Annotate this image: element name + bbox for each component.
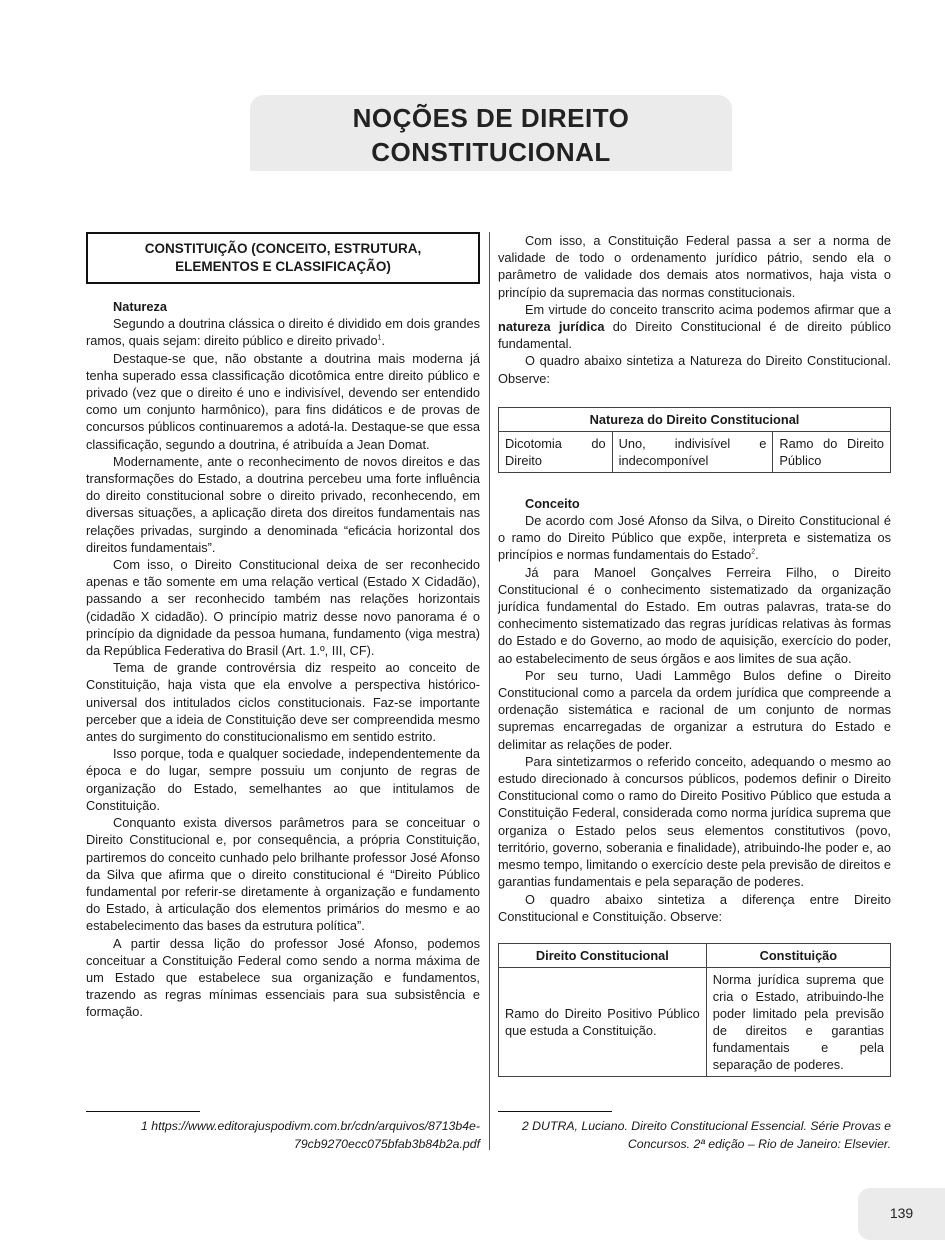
paragraph-3: Modernamente, ante o reconhecimento de novos direitos e das transformações do Estado, a doutrina percebeu uma forte influência do direito constitucional sobre o direito privado, reconhecendo, em diversas situações, a aplicação direta dos direitos fundamentais nas relações privadas, surgindo a denominada “eficácia horizontal dos direitos fundamentais”.	[86, 453, 480, 555]
right-paragraph-4-end: .	[755, 547, 759, 563]
right-paragraph-1: Com isso, a Constituição Federal passa a ser a norma de validade de todo o ordenamento jurídico pátrio, sendo ela o parâmetro de validade dos demais atos normativos, haja vista o princípio da supremacia das normas constitucionais.	[498, 233, 891, 300]
comparison-header-direito: Direito Constitucional	[499, 943, 707, 967]
section-title-box	[86, 232, 480, 284]
paragraph-7: Conquanto exista diversos parâmetros para se conceituar o Direito Constitucional e, por consequência, a própria Constituição, partiremos do conceito cunhado pelo brilhante professor José Afonso da Silva que afirma que o direito constitucional é “Direito Público fundamental por referir-se diretamente à organização e fundamento do Estado, à articulação dos elementos primários do mesmo e ao estabelecimento das bases da estrutura política”.	[86, 815, 480, 934]
right-paragraph-8: O quadro abaixo sintetiza a diferença entre Direito Constitucional e Constituição. Observe:	[498, 891, 891, 924]
footnote-rule-left	[86, 1111, 200, 1112]
chapter-title	[250, 95, 732, 169]
natureza-table	[498, 407, 891, 473]
paragraph-5: Tema de grande controvérsia diz respeito ao conceito de Constituição, haja vista que ela envolve a perspectiva histórico-universal dos intitulados ciclos constitucionais. Faz-se importante perceber que a ideia de Constituição deve ser compreendida mesmo antes do surgimento do constitucionalismo em sentido estrito.	[86, 660, 480, 745]
chapter-title-line2: CONSTITUCIONAL	[371, 137, 611, 167]
right-paragraph-7: Para sintetizarmos o referido conceito, adequando o mesmo ao estudo direcionado à concursos públicos, podemos definir o Direito Constitucional como o ramo do Direito Positivo Público que estuda a Constituição Federal, considerada como norma jurídica suprema que organiza o Estado pelos seus elementos constitutivos (povo, território, governo, soberania e finalidade), atribuindo-lhe poder e, ao mesmo tempo, limitando o exercício deste pela previsão de direitos e garantias fundamentais e pela separação de poderes.	[498, 753, 891, 890]
column-divider	[489, 232, 490, 1150]
left-column	[86, 232, 480, 1021]
paragraph-2: Destaque-se que, não obstante a doutrina mais moderna já tenha superado essa classificação dicotômica entre direito público e privado (vez que o direito é uno e indivisível, devendo ser entendido como um conjunto harmônico), para fins didáticos e de provas de concursos públicos continuaremos a adotá-la. Destaque-se que essa classificação, segundo a doutrina, é atribuída a Jean Domat.	[86, 350, 480, 452]
natureza-cell-uno: Uno, indivisível e indecomponível	[612, 431, 773, 472]
comparison-table	[498, 943, 891, 1077]
heading-conceito: Conceito	[525, 495, 580, 511]
chapter-title-line1: NOÇÕES DE DIREITO	[352, 103, 630, 133]
right-paragraph-3: O quadro abaixo sintetiza a Natureza do Direito Constitucional. Observe:	[498, 353, 891, 386]
comparison-header-constituicao: Constituição	[706, 943, 890, 967]
natureza-cell-ramo: Ramo do Direito Público	[773, 431, 891, 472]
chapter-title-box	[250, 95, 732, 171]
comparison-cell-constituicao: Norma jurídica suprema que cria o Estado, atribuindo-lhe poder limitado pela previsão de direitos e garantias fundamentais e pela separação de poderes.	[706, 967, 890, 1076]
natureza-cell-dicotomia: Dicotomia do Direito	[499, 431, 613, 472]
footnote-2	[498, 1118, 891, 1153]
right-paragraph-4-text: De acordo com José Afonso da Silva, o Direito Constitucional é o ramo do Direito Público que expõe, interpreta e sistematiza os princípios e normas fundamentais do Estado	[498, 513, 891, 563]
right-paragraph-4	[498, 512, 891, 564]
section-title-line2: ELEMENTOS E CLASSIFICAÇÃO)	[175, 259, 391, 274]
right-paragraph-2-a: Em virtude do conceito transcrito acima podemos afirmar que a	[525, 301, 891, 317]
footnote-2-line1: 2 DUTRA, Luciano. Direito Constitucional Essencial. Série Provas e	[521, 1119, 891, 1133]
paragraph-1	[86, 315, 480, 349]
page-number: 139	[889, 1205, 914, 1221]
footnote-ref-2: 2	[751, 549, 756, 557]
comparison-cell-direito: Ramo do Direito Positivo Público que estuda a Constituição.	[499, 967, 707, 1076]
right-paragraph-5: Já para Manoel Gonçalves Ferreira Filho, o Direito Constitucional é o conhecimento sistematizado da organização jurídica fundamental do Estado. Em outras palavras, trata-se do conhecimento sistematizado das regras jurídicas relativas às formas do Estado e do Governo, ao modo de aquisição, exercício do poder, ao estabelecimento de seus órgãos e aos limites de sua ação.	[498, 564, 891, 666]
footnote-1-line2: 79cb9270ecc075bfab3b84b2a.pdf	[294, 1136, 480, 1151]
footnote-rule-right	[498, 1111, 612, 1112]
footnote-1-line1: 1 https://www.editorajuspodivm.com.br/cdn/arquivos/8713b4e-	[140, 1119, 480, 1133]
footnote-1	[86, 1118, 480, 1153]
paragraph-8: A partir dessa lição do professor José Afonso, podemos conceituar a Constituição Federal como sendo a norma máxima de um Estado que estabelece sua organização e fundamentos, trazendo as regras mínimas essenciais para sua subsistência e formação.	[86, 935, 480, 1020]
paragraph-4: Com isso, o Direito Constitucional deixa de ser reconhecido apenas e tão somente em uma relação vertical (Estado X Cidadão), passando a ser reconhecido também nas relações horizontais (cidadão X cidadão). O princípio matriz desse novo panorama é o princípio da dignidade da pessoa humana, fundamento (viga mestra) da República Federativa do Brasil (Art. 1.º, III, CF).	[86, 557, 480, 659]
page-number-tab	[858, 1188, 945, 1240]
right-paragraph-2	[498, 301, 891, 353]
paragraph-6: Isso porque, toda e qualquer sociedade, independentemente da época e do lugar, sempre possuiu um conjunto de regras de organização do Estado, semelhantes ao que intitulamos de Constituição.	[86, 746, 480, 813]
natureza-juridica-bold: natureza jurídica	[498, 319, 605, 335]
section-title-line1: CONSTITUIÇÃO (CONCEITO, ESTRUTURA,	[144, 241, 422, 256]
right-paragraph-2-b: do Direito Constitucional é de direito público fundamental.	[498, 319, 891, 352]
paragraph-1-text: Segundo a doutrina clássica o direito é dividido em dois grandes ramos, quais sejam: direito público e direito privado	[86, 316, 480, 349]
natureza-table-header: Natureza do Direito Constitucional	[499, 407, 891, 431]
footnote-2-line2: Concursos. 2ª edição – Rio de Janeiro: Elsevier.	[627, 1136, 891, 1151]
paragraph-1-end: .	[381, 333, 386, 349]
right-column	[498, 232, 891, 1077]
footnote-ref-1: 1	[377, 335, 382, 343]
right-paragraph-6: Por seu turno, Uadi Lammêgo Bulos define o Direito Constitucional como a parcela da ordem jurídica que compreende a ordenação sistemática e racional de um conjunto de normas supremas encarregadas de organizar a estrutura do Estado e delimitar as relações de poder.	[498, 667, 891, 752]
heading-natureza: Natureza	[113, 299, 168, 314]
